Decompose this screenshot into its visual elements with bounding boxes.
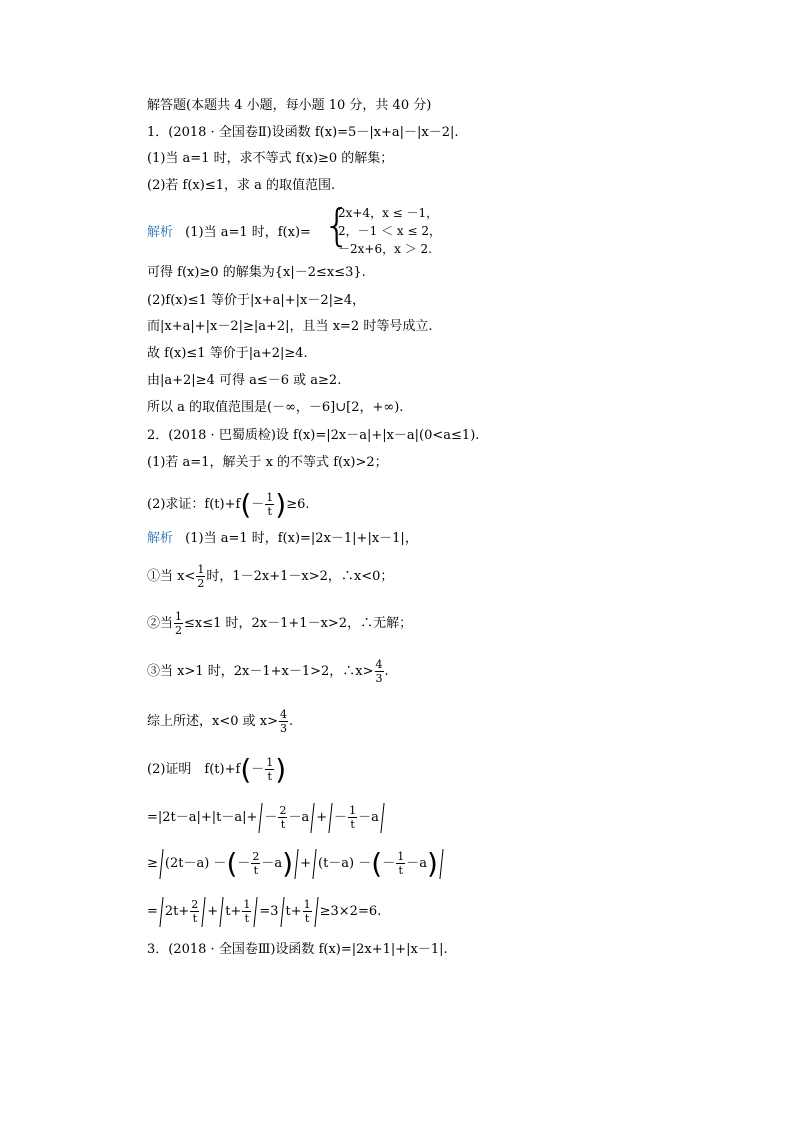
q1-head: 1．(2018 · 全国卷Ⅱ)设函数 f(x)=5－|x+a|－|x－2|. — [147, 125, 459, 140]
fraction-numerator: 2 — [279, 804, 287, 817]
q1-part2: (2)若 f(x)≤1，求 a 的取值范围. — [147, 178, 336, 193]
fraction-numerator: 2 — [252, 850, 260, 863]
paren-left: ( — [240, 487, 252, 521]
q2-solution-label: 解析 — [147, 531, 174, 546]
var-a: a — [301, 810, 310, 825]
fraction-denominator: t — [303, 911, 312, 925]
half-fraction — [196, 563, 205, 590]
fraction-denominator: t — [265, 504, 274, 518]
four-thirds-fraction — [375, 658, 384, 685]
q2-case1 — [147, 560, 393, 594]
fraction-denominator: 2 — [197, 577, 205, 590]
fraction-denominator: 3 — [375, 672, 383, 685]
paren-left: ( — [226, 846, 238, 880]
minus-sign: － — [334, 810, 348, 825]
fraction-numerator: 1 — [197, 563, 205, 576]
fraction-denominator: t — [242, 911, 251, 925]
fraction-denominator: 2 — [175, 624, 183, 637]
case-1: 2x+4，x ≤ －1， — [338, 206, 439, 220]
minus-sign: － — [261, 856, 275, 871]
section-title: 解答题(本题共 4 小题，每小题 10 分，共 40 分) — [147, 98, 432, 113]
q1-line3: 而|x+a|+|x－2|≥|a+2|，且当 x=2 时等号成立. — [147, 319, 433, 334]
q2-case2 — [147, 607, 412, 641]
abs-bar — [259, 803, 263, 833]
fraction — [190, 898, 199, 925]
q2-part2-lead: (2)求证：f(t)+f — [147, 497, 241, 512]
fraction-numerator: 1 — [243, 898, 251, 911]
minus-sign: － — [406, 856, 420, 871]
fraction-numerator: 1 — [303, 898, 311, 911]
q1-solution-label: 解析 — [147, 225, 174, 240]
q2-solution-lead — [147, 530, 418, 548]
minus-sign: － — [358, 810, 372, 825]
case1-text-a: ①当 x< — [147, 569, 196, 584]
paren-left: ( — [371, 846, 383, 880]
eq3-term: t+ — [225, 904, 242, 919]
fraction — [348, 804, 357, 831]
abs-bar — [439, 849, 443, 879]
abs-bar — [311, 803, 315, 833]
abs-bar — [202, 897, 206, 927]
abs-bar — [380, 803, 384, 833]
fraction-numerator: 1 — [349, 804, 357, 817]
eq3-result: ≥3×2=6. — [319, 904, 382, 919]
abs-bar — [314, 897, 318, 927]
abs-bar — [312, 849, 316, 879]
fraction-numerator: 1 — [266, 491, 274, 504]
q2-head: 2．(2018 · 巴蜀质检)设 f(x)=|2x－a|+|x－a|(0<a≤1). — [147, 428, 480, 443]
abs-bar — [159, 897, 163, 927]
paren-right: ) — [282, 846, 294, 880]
fraction — [251, 850, 260, 877]
fraction-denominator: t — [265, 769, 274, 783]
paren-right: ) — [275, 487, 287, 521]
proof-eq2 — [147, 846, 445, 882]
q2-solution-text: (1)当 a=1 时，f(x)=|2x－1|+|x－1|， — [185, 531, 418, 546]
q3-head: 3．(2018 · 全国卷Ⅲ)设函数 f(x)=|2x+1|+|x－1|. — [147, 942, 448, 957]
q1-line2: (2)f(x)≤1 等价于|x+a|+|x－2|≥4， — [147, 293, 366, 308]
fraction-numerator: 4 — [375, 658, 383, 671]
paren-left: ( — [240, 752, 252, 786]
q1-line4: 故 f(x)≤1 等价于|a+2|≥4. — [147, 346, 308, 361]
case3-text-a: ③当 x>1 时，2x－1+x－1>2，∴x> — [147, 664, 374, 679]
fraction-denominator: t — [251, 863, 260, 877]
minus-sign: － — [251, 497, 265, 512]
summary-text-a: 综上所述，x<0 或 x> — [147, 714, 278, 729]
case1-text-b: 时，1－2x+1－x>2，∴x<0； — [206, 569, 394, 584]
abs-bar — [329, 803, 333, 833]
fraction-numerator: 4 — [279, 708, 287, 721]
fraction — [303, 898, 312, 925]
eq1-plus: + — [316, 810, 328, 825]
proof-eq1 — [147, 800, 386, 836]
q1-solution-text: (1)当 a=1 时，f(x)= — [185, 225, 311, 240]
case-3: －2x+6，x ＞ 2. — [338, 242, 432, 256]
minus-sign: － — [237, 856, 251, 871]
paren-right: ) — [275, 752, 287, 786]
abs-bar — [220, 897, 224, 927]
q2-proof-lead — [147, 752, 286, 788]
proof-eq3 — [147, 894, 381, 930]
var-a: a — [274, 856, 283, 871]
fraction-numerator: 1 — [175, 610, 183, 623]
eq3-term: 2t+ — [164, 904, 190, 919]
var-a: a — [371, 810, 379, 825]
eq2-geq: ≥ — [147, 856, 158, 871]
fraction-denominator: t — [396, 863, 405, 877]
eq2-plus: + — [300, 856, 312, 871]
fraction — [265, 756, 274, 783]
q2-part2 — [147, 487, 310, 523]
q2-case3 — [147, 655, 389, 689]
q1-part1: (1)当 a=1 时，求不等式 f(x)≥0 的解集； — [147, 151, 394, 166]
q2-part2-tail: ≥6. — [286, 497, 310, 512]
abs-bar — [254, 897, 258, 927]
half-fraction — [174, 610, 183, 637]
case2-text-b: ≤x≤1 时，2x－1+1－x>2，∴无解； — [184, 616, 413, 631]
abs-bar — [280, 897, 284, 927]
eq1-text-a: =|2t－a|+|t－a|+ — [147, 810, 258, 825]
fraction — [265, 491, 274, 518]
fraction-denominator: t — [348, 817, 357, 831]
minus-sign: － — [288, 810, 302, 825]
abs-bar — [295, 849, 299, 879]
minus-sign: － — [264, 810, 278, 825]
q1-line5: 由|a+2|≥4 可得 a≤－6 或 a≥2. — [147, 373, 342, 388]
abs-bar — [159, 849, 163, 879]
eq3-term: t+ — [285, 904, 302, 919]
minus-sign: － — [382, 856, 396, 871]
case-2: 2，－1 ＜ x ≤ 2， — [338, 224, 441, 238]
q1-line1: 可得 f(x)≥0 的解集为{x|－2≤x≤3}. — [147, 265, 366, 280]
proof-lead-text: (2)证明 f(t)+f — [147, 762, 241, 777]
paren-right: ) — [427, 846, 438, 880]
eq2-term2: (t－a) － — [318, 856, 372, 871]
fraction-denominator: t — [278, 817, 287, 831]
q2-summary — [147, 705, 293, 739]
eq3-plus: + — [207, 904, 219, 919]
eq3-equals: = — [147, 904, 158, 919]
case3-text-b: . — [384, 664, 389, 679]
fraction-denominator: 3 — [279, 722, 287, 735]
fraction — [278, 804, 287, 831]
minus-sign: － — [251, 762, 265, 777]
fraction — [242, 898, 251, 925]
q1-line6: 所以 a 的取值范围是(－∞，－6]∪[2，+∞). — [147, 400, 404, 415]
q2-part1: (1)若 a=1，解关于 x 的不等式 f(x)>2； — [147, 455, 388, 470]
fraction-numerator: 1 — [397, 850, 405, 863]
fraction-numerator: 1 — [266, 756, 274, 769]
fraction-denominator: t — [190, 911, 199, 925]
fraction — [396, 850, 405, 877]
summary-text-b: . — [288, 714, 294, 729]
case2-text-a: ②当 — [147, 616, 174, 631]
eq2-term1: (2t－a) － — [164, 856, 227, 871]
eq3-factor: =3 — [259, 904, 279, 919]
four-thirds-fraction — [279, 708, 288, 735]
fraction-numerator: 2 — [191, 898, 199, 911]
cases-brace: { — [323, 200, 351, 251]
var-a: a — [419, 856, 428, 871]
q1-solution-lead — [147, 224, 311, 242]
